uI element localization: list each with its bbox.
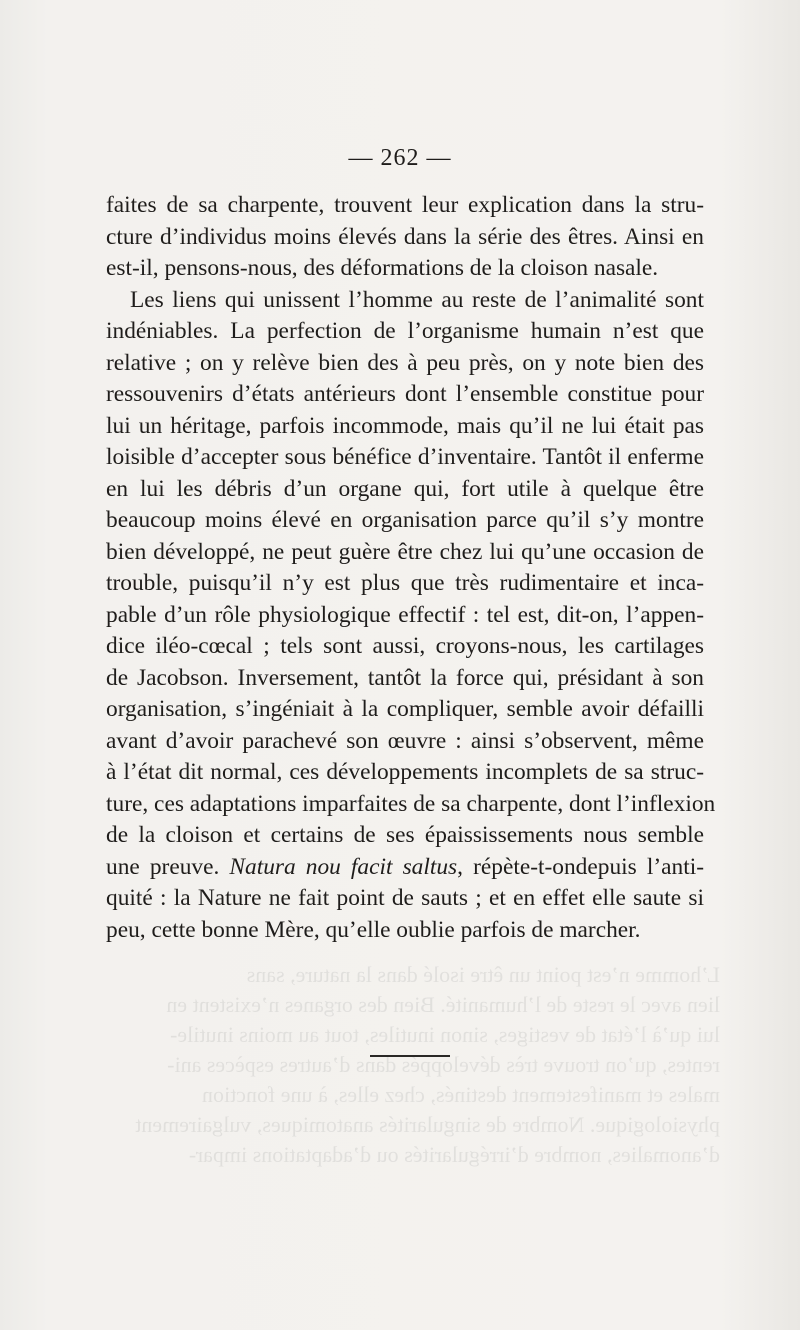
text-line: en lui les débris d’un organe qui, fort utile à quelque être: [106, 475, 704, 502]
latin-quote: Natura nou facit saltus: [229, 853, 458, 880]
text-line: de Jacobson. Inversement, tantôt la force qui, présidant à son: [106, 664, 704, 691]
page-number: — 262 —: [348, 145, 452, 171]
text-line: pable d’un rôle physiologique effectif : tel est, dit-on, l’appen-: [106, 601, 704, 628]
text-line: beaucoup moins élevé en organisation parce qu’il s’y montre: [106, 507, 704, 533]
text-fragment: , répète-t-ondepuis l’anti-: [457, 853, 704, 880]
text-line: dice iléo-cœcal ; tels sont aussi, croyons-nous, les cartilages: [106, 633, 704, 659]
text-line: relative ; on y relève bien des à peu près, on y note bien des: [106, 349, 704, 376]
text-line: peu, cette bonne Mère, qu’elle oublie parfois de marcher.: [106, 916, 641, 943]
text-line: avant d’avoir parachevé son œuvre : ainsi s’observent, même: [106, 727, 704, 754]
text-line: ture, ces adaptations imparfaites de sa charpente, dont l’inflexion: [106, 790, 716, 817]
text-line: cture d’individus moins élevés dans la série des êtres. Ainsi en: [106, 223, 704, 250]
text-line: de la cloison et certains de ses épaississements nous semble: [106, 822, 704, 848]
text-line: loisible d’accepter sous bénéfice d’inventaire. Tantôt il enferme: [106, 444, 704, 470]
text-line: lui un héritage, parfois incommode, mais qu’il ne lui était pas: [106, 412, 704, 439]
text-line: organisation, s’ingéniait à la compliquer, semble avoir défailli: [106, 696, 704, 722]
text-line: trouble, puisqu’il n’y est plus que très rudimentaire et inca-: [106, 570, 704, 596]
show-through-text: L’homme n’est point un être isolé dans la nature, sans lien avec le reste de l’humanité. Bien des organes n’existent en lui qu’à l’état de vestiges, sinon inutiles, tout au moins inutile- rentes, qu’on trouve très développés dans d’autres espèces ani- males et manifestement destinés, chez elles, à une fonction physiologique. Nombre de singularités anatomiques, vulgairement d’anomalies, nombre d’irrégularités ou d’adaptations impar-: [135, 962, 720, 1167]
body-text: [106, 190, 716, 946]
text-line: ressouvenirs d’états antérieurs dont l’ensemble constitue pour: [106, 381, 704, 407]
text-fragment: une preuve.: [106, 853, 230, 880]
text-line: Les liens qui unissent l’homme au reste de l’animalité sont: [130, 286, 704, 313]
text-line: quité : la Nature ne fait point de sauts ; et en effet elle saute si: [106, 885, 704, 911]
text-line: est-il, pensons-nous, des déformations de la cloison nasale.: [106, 255, 659, 281]
text-line-latin: [106, 852, 704, 884]
text-line: bien développé, ne peut guère être chez lui qu’une occasion de: [106, 538, 704, 565]
text-line: faites de sa charpente, trouvent leur explication dans la stru-: [106, 192, 704, 218]
section-divider: [370, 1055, 450, 1057]
text-line: indéniables. La perfection de l’organisme humain n’est que: [106, 318, 704, 344]
text-line: à l’état dit normal, ces développements incomplets de sa struc-: [106, 759, 704, 785]
